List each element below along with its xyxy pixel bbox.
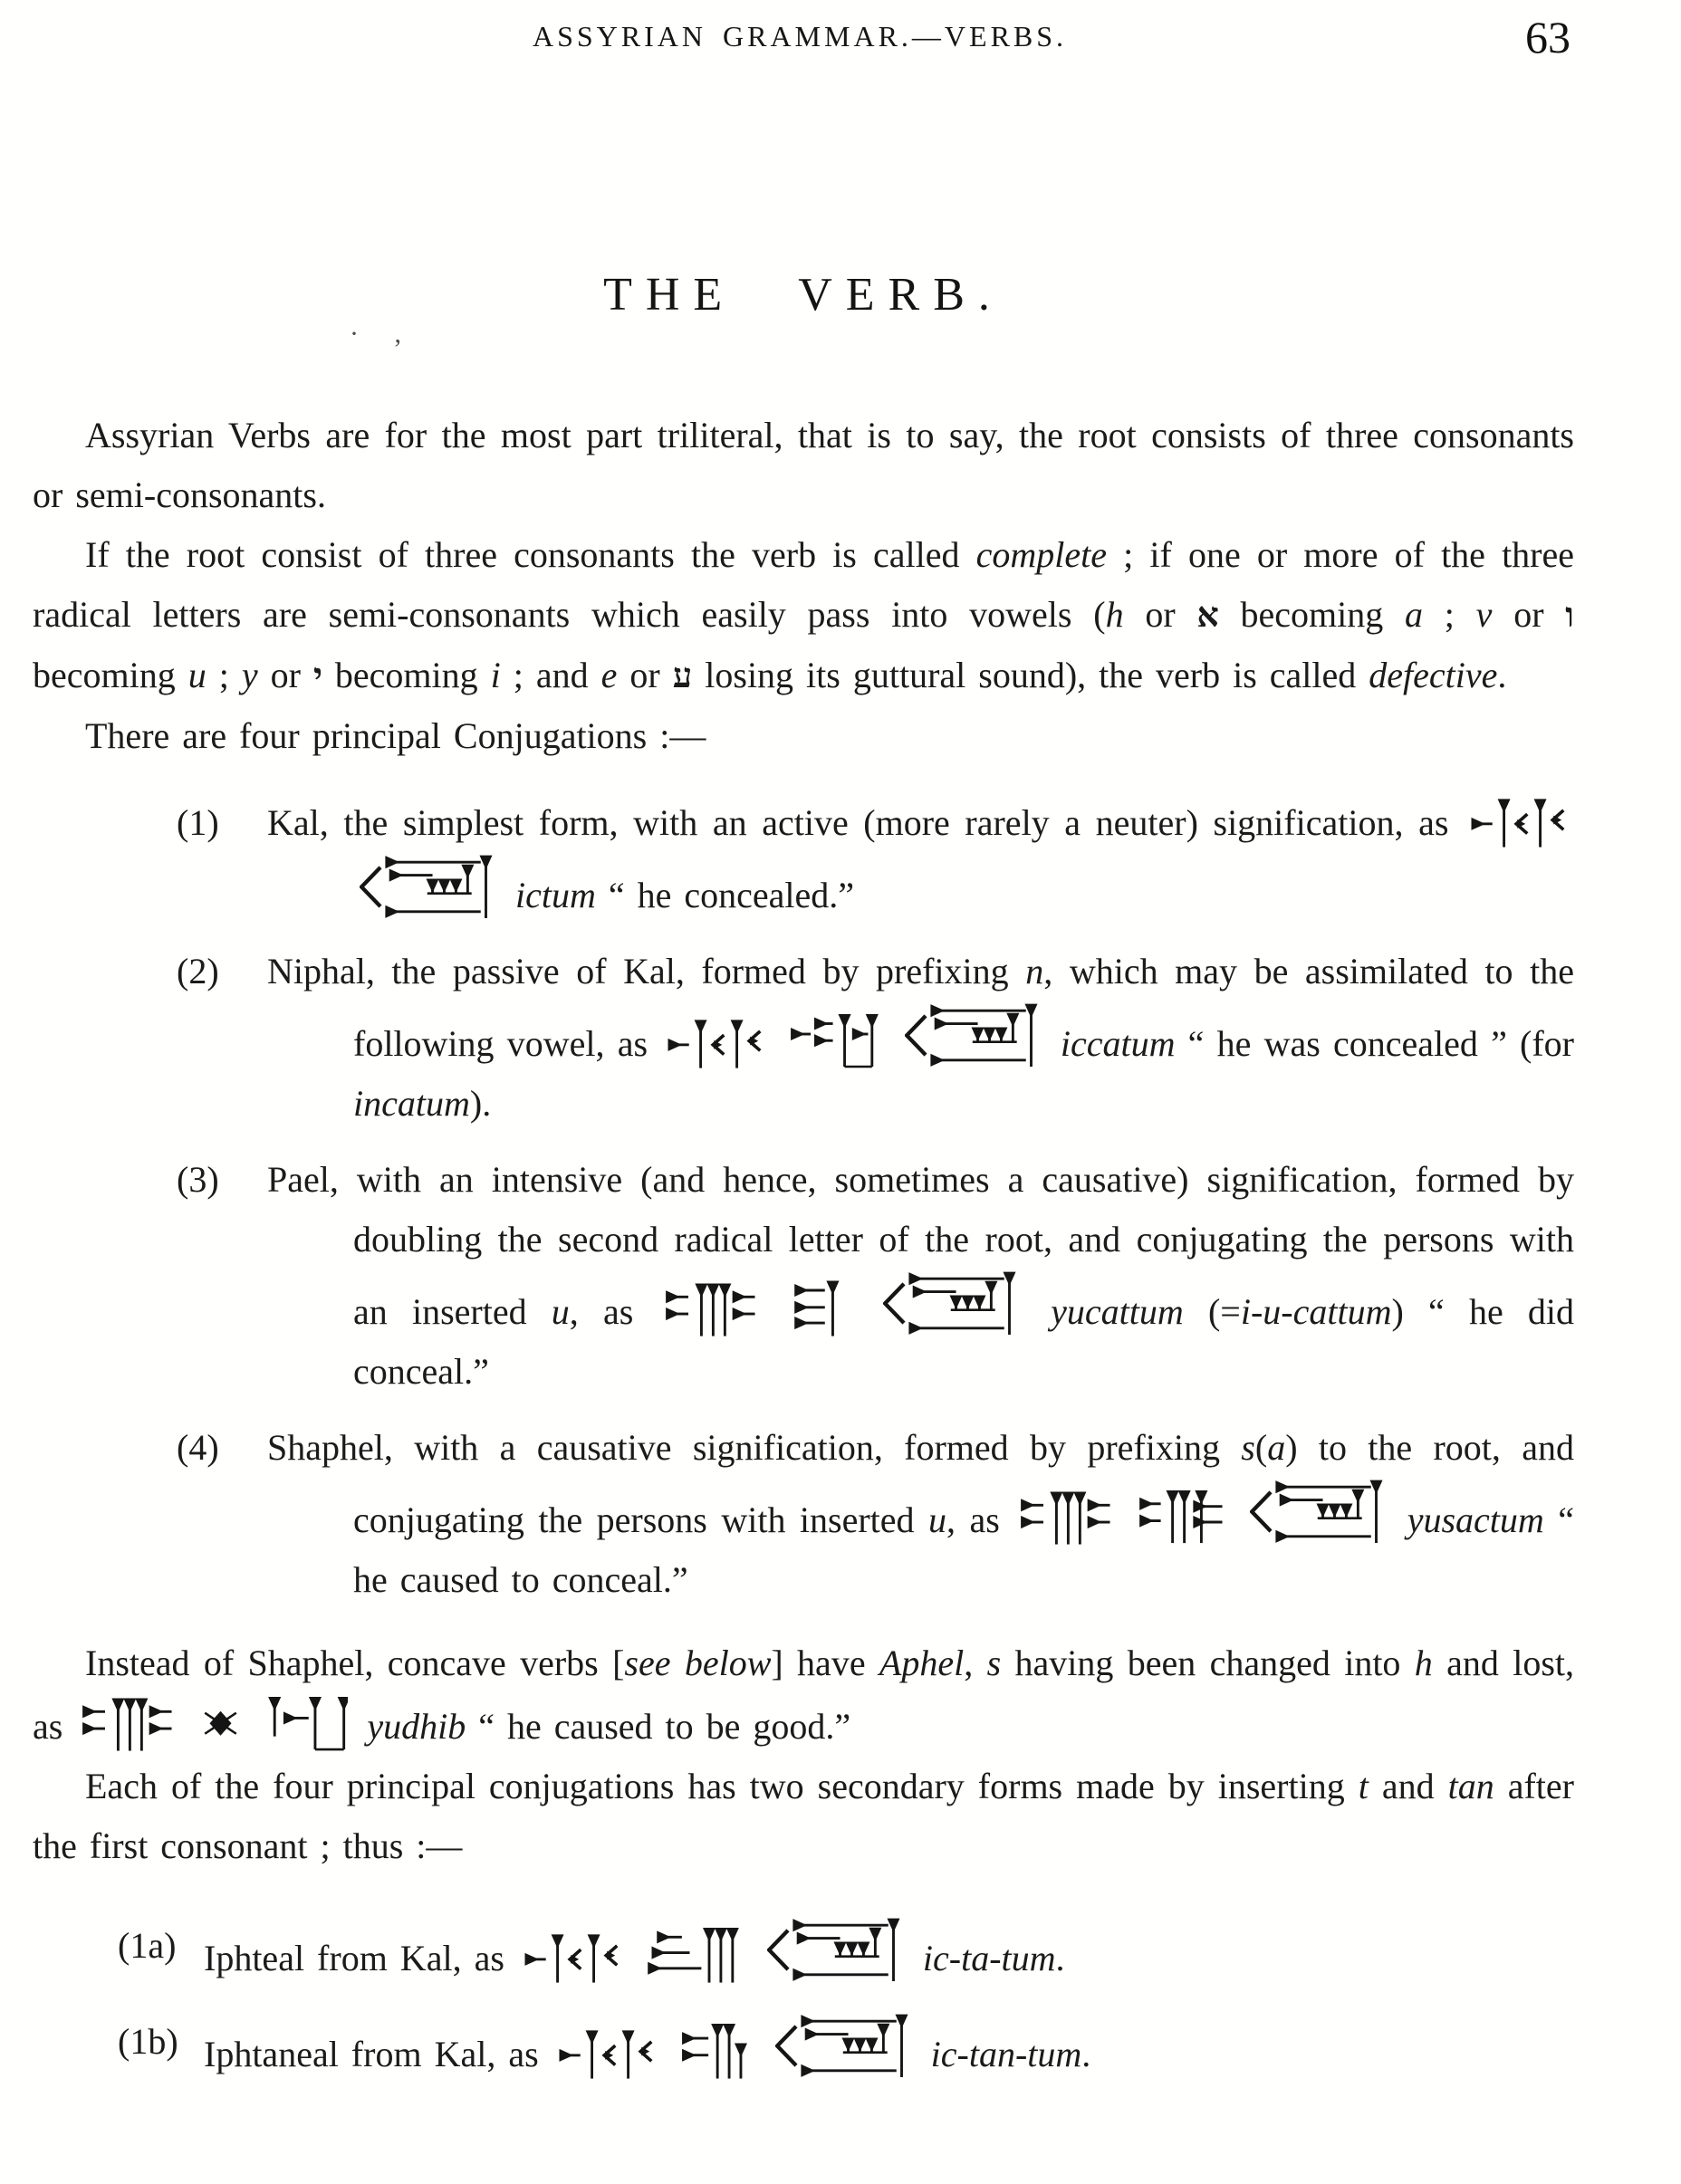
cuneiform-dib xyxy=(268,1693,348,1752)
hebrew-letter: ו xyxy=(1565,597,1574,635)
item-number: (1a) xyxy=(118,1925,177,1966)
item-text: Shaphel, with a causative signification, formed by prefixing s(a) to the root, and conjugating the persons with inserted u, as yusactum “ he caused to conceal.” xyxy=(267,1427,1575,1600)
cuneiform-tum xyxy=(360,853,496,921)
cuneiform-tum xyxy=(883,1269,1020,1337)
cuneiform-ta xyxy=(647,1924,742,1984)
list-item-kal xyxy=(33,793,1574,925)
cuneiform-ik xyxy=(1470,794,1568,848)
cuneiform-tan xyxy=(681,2020,750,2080)
page-title: THE VERB. xyxy=(603,269,1004,321)
paragraph-aphel: Instead of Shaphel, concave verbs [see below] have Aphel, s having been changed into h and lost, as yudhib “ he caused to be good.” xyxy=(33,1633,1574,1757)
list-item-pael xyxy=(33,1150,1574,1402)
list-item-niphal xyxy=(33,942,1574,1134)
cuneiform-cat xyxy=(793,1279,846,1337)
page-number: 63 xyxy=(1525,12,1571,62)
item-number: (1) xyxy=(177,802,219,843)
cuneiform-sac xyxy=(1138,1487,1224,1546)
cuneiform-yu xyxy=(82,1696,173,1752)
cuneiform-yu xyxy=(665,1281,756,1337)
running-head-text: ASSYRIAN GRAMMAR.—VERBS. xyxy=(532,20,1068,53)
item-number: (2) xyxy=(177,951,219,991)
item-text: Pael, with an intensive (and hence, sometimes a causative) signification, formed by doubling the second radical letter of the root, and conjugating the persons with an inserted u, as yucattum (=i-u-cattum) “ he did conceal.” xyxy=(267,1159,1575,1392)
cuneiform-tum xyxy=(1250,1478,1387,1546)
item-number: (3) xyxy=(177,1159,219,1200)
cuneiform-yu xyxy=(1020,1490,1111,1546)
list-item-iphteal xyxy=(33,1916,1574,1988)
cuneiform-ik xyxy=(667,1015,764,1069)
running-head xyxy=(0,20,1681,53)
cuneiform-dia xyxy=(198,1693,243,1752)
item-text: Iphteal from Kal, as ic-ta-tum. xyxy=(204,1938,1065,1978)
scan-artifact: · , xyxy=(350,319,416,349)
item-text: Kal, the simplest form, with an active (more rarely a neuter) signification, as ictum “ he concealed.” xyxy=(267,802,1574,915)
hebrew-letter: ע xyxy=(672,657,693,695)
paragraph-secondary-forms: Each of the four principal conjugations has two secondary forms made by inserting t and tan after the first consonant ; thus :— xyxy=(33,1766,1574,1866)
list-item-iphtaneal xyxy=(33,2012,1574,2084)
cuneiform-tum xyxy=(767,1916,904,1984)
item-text: Niphal, the passive of Kal, formed by prefixing n, which may be assimilated to the following vowel, as iccatum “ he was concealed ” (for incatum). xyxy=(267,951,1574,1124)
item-number: (4) xyxy=(177,1427,219,1468)
cuneiform-ik xyxy=(558,2026,656,2080)
conjugation-list xyxy=(33,793,1574,1610)
hebrew-letter: י xyxy=(312,657,322,695)
cuneiform-ik xyxy=(524,1930,621,1984)
paragraph-complete-defective: If the root consist of three consonants the verb is called complete ; if one or more of the three radical letters are semi-consonants which easily pass into vowels (h or א becoming a ; v or ו becoming u ; y or י becoming i ; and e or ע losing its guttural sound), the verb is called defective. xyxy=(33,534,1575,695)
item-text: Iphtaneal from Kal, as ic-tan-tum. xyxy=(204,2034,1090,2074)
paragraph-four-conjugations: There are four principal Conjugations :— xyxy=(85,715,706,756)
cuneiform-tum xyxy=(775,2012,912,2080)
cuneiform-nif xyxy=(790,1011,879,1069)
cuneiform-tum xyxy=(905,1001,1042,1069)
item-number: (1b) xyxy=(118,2021,178,2062)
list-item-shaphel xyxy=(33,1418,1574,1610)
secondary-forms-list xyxy=(33,1916,1574,2084)
paragraph-triliteral: Assyrian Verbs are for the most part triliteral, that is to say, the root consists of three consonants or semi-consonants. xyxy=(33,415,1574,515)
hebrew-letter: א xyxy=(1196,597,1219,635)
